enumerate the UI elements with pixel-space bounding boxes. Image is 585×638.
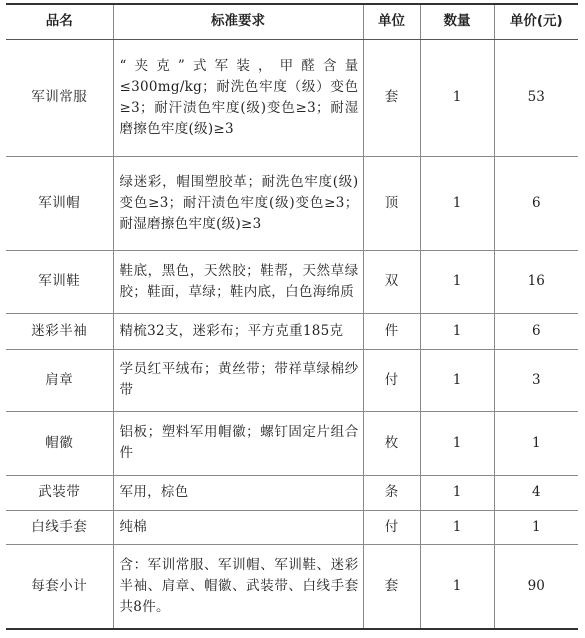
- item-requirement: 纯棉: [113, 510, 363, 544]
- item-name: 军训常服: [6, 39, 113, 156]
- item-quantity: 1: [420, 313, 494, 349]
- item-unit: 顶: [363, 156, 420, 250]
- item-unit: 付: [363, 349, 420, 411]
- item-requirement: “夹克”式军装，甲醛含量≤300mg/kg；耐洗色牢度（级）变色≥3；耐汗渍色牢度(级)变色≥3；耐湿磨擦色牢度(级)≥3: [113, 39, 363, 156]
- item-requirement: 绿迷彩，帽围塑胶革；耐洗色牢度(级)变色≥3；耐汗渍色牢度(级)变色≥3；耐湿磨擦色牢度(级)≥3: [113, 156, 363, 250]
- table-row: [6, 411, 578, 475]
- item-price: 1: [494, 411, 578, 475]
- item-unit: 套: [363, 544, 420, 629]
- item-price: 53: [494, 39, 578, 156]
- item-name: 迷彩半袖: [6, 313, 113, 349]
- item-name: 军训鞋: [6, 250, 113, 313]
- item-unit: 双: [363, 250, 420, 313]
- item-unit: 件: [363, 313, 420, 349]
- item-quantity: 1: [420, 156, 494, 250]
- item-requirement: 铝板；塑料军用帽徽；螺钉固定片组合件: [113, 411, 363, 475]
- item-quantity: 1: [420, 39, 494, 156]
- item-name: 武装带: [6, 475, 113, 510]
- item-unit: 付: [363, 510, 420, 544]
- item-quantity: 1: [420, 544, 494, 629]
- item-price: 4: [494, 475, 578, 510]
- item-unit: 条: [363, 475, 420, 510]
- col-header-unit: 单位: [363, 4, 420, 39]
- item-price: 6: [494, 313, 578, 349]
- table-row: [6, 250, 578, 313]
- table-row: [6, 39, 578, 156]
- table-row: [6, 349, 578, 411]
- col-header-name: 品名: [6, 4, 113, 39]
- table-row-subtotal: [6, 544, 578, 629]
- item-name: 每套小计: [6, 544, 113, 629]
- col-header-unit-price: 单价(元): [494, 4, 578, 39]
- item-name: 帽徽: [6, 411, 113, 475]
- item-requirement: 含：军训常服、军训帽、军训鞋、迷彩半袖、肩章、帽徽、武装带、白线手套共8件。: [113, 544, 363, 629]
- item-name: 军训帽: [6, 156, 113, 250]
- item-price: 90: [494, 544, 578, 629]
- item-quantity: 1: [420, 250, 494, 313]
- item-unit: 枚: [363, 411, 420, 475]
- item-requirement: 学员红平绒布；黄丝带；带祥草绿棉纱带: [113, 349, 363, 411]
- table-row: [6, 475, 578, 510]
- item-requirement: 军用，棕色: [113, 475, 363, 510]
- item-price: 6: [494, 156, 578, 250]
- item-requirement: 精梳32支，迷彩布；平方克重185克: [113, 313, 363, 349]
- col-header-quantity: 数量: [420, 4, 494, 39]
- item-quantity: 1: [420, 475, 494, 510]
- table-row: [6, 510, 578, 544]
- item-price: 3: [494, 349, 578, 411]
- item-unit: 套: [363, 39, 420, 156]
- item-price: 16: [494, 250, 578, 313]
- item-requirement: 鞋底，黑色，天然胶；鞋帮，天然草绿胶；鞋面，草绿；鞋内底，白色海绵质: [113, 250, 363, 313]
- item-name: 肩章: [6, 349, 113, 411]
- col-header-requirement: 标准要求: [113, 4, 363, 39]
- item-price: 1: [494, 510, 578, 544]
- item-quantity: 1: [420, 349, 494, 411]
- header-row: [6, 4, 578, 39]
- item-quantity: 1: [420, 411, 494, 475]
- item-name: 白线手套: [6, 510, 113, 544]
- table-row: [6, 313, 578, 349]
- uniform-price-table: [6, 3, 578, 630]
- table-row: [6, 156, 578, 250]
- item-quantity: 1: [420, 510, 494, 544]
